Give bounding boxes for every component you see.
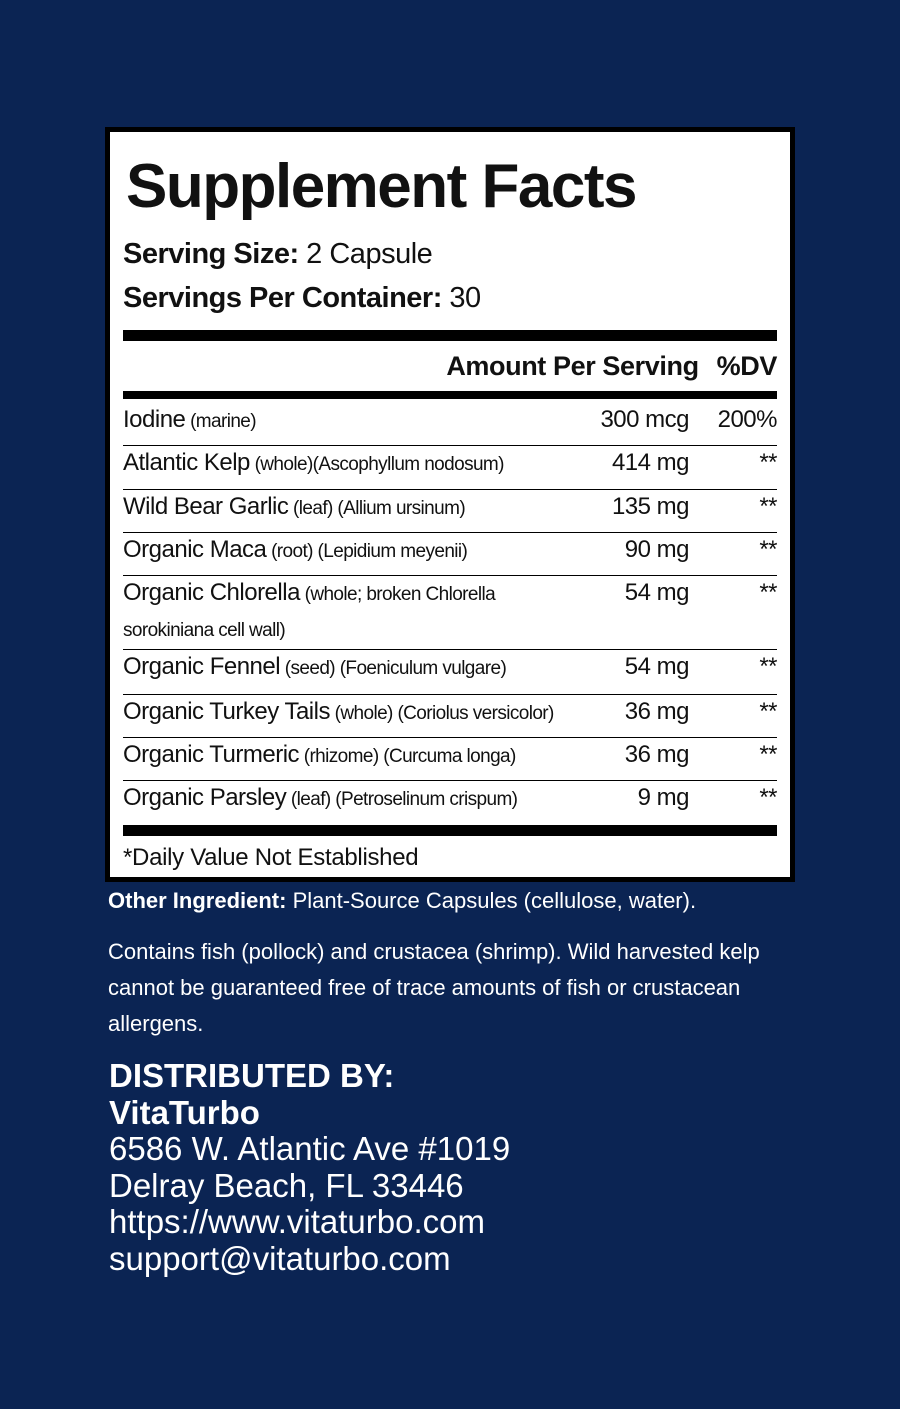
other-ingredient-label: Other Ingredient: xyxy=(108,888,287,913)
ingredient-detail: (seed) (Foeniculum vulgare) xyxy=(280,658,507,679)
ingredient-name: Organic Fennel xyxy=(123,653,281,680)
dv-header: %DV xyxy=(716,350,777,381)
divider-thick xyxy=(123,330,777,341)
distributor-website: https://www.vitaturbo.com xyxy=(109,1203,485,1240)
supplement-facts-panel xyxy=(105,127,795,882)
allergen-statement: Contains fish (pollock) and crustacea (shrimp). Wild harvested kelp cannot be guaranteed free of trace amounts of fish or crustacean allergens. xyxy=(108,939,760,1036)
ingredient-dv: ** xyxy=(759,536,777,563)
ingredient-detail: (rhizome) (Curcuma longa) xyxy=(299,746,516,767)
distributor-address-line1: 6586 W. Atlantic Ave #1019 xyxy=(109,1130,511,1167)
ingredient-detail: (whole) (Coriolus versicolor) xyxy=(329,703,554,724)
ingredient-row xyxy=(123,576,777,650)
ingredient-dv: 200% xyxy=(717,406,777,433)
servings-per-container xyxy=(123,276,777,320)
facts-title: Supplement Facts xyxy=(126,152,636,221)
distributor-company: VitaTurbo xyxy=(109,1093,260,1131)
distributor-block xyxy=(109,1058,510,1277)
ingredient-amount: 90 mg xyxy=(624,536,689,563)
ingredient-row xyxy=(123,403,777,446)
ingredient-name: Organic Turkey Tails xyxy=(123,698,330,725)
ingredient-dv: ** xyxy=(759,449,777,476)
ingredient-dv: ** xyxy=(759,784,777,811)
ingredient-dv: ** xyxy=(759,698,777,725)
ingredient-detail: (whole; broken Chlorella sorokiniana cell wall) xyxy=(123,584,496,641)
ingredient-amount: 135 mg xyxy=(611,493,689,520)
ingredient-name: Organic Parsley xyxy=(123,784,287,811)
ingredient-detail: (marine) xyxy=(185,411,256,432)
ingredient-row xyxy=(123,533,777,576)
ingredient-row xyxy=(123,490,777,533)
ingredient-amount: 9 mg xyxy=(637,784,689,811)
ingredient-name: Iodine xyxy=(123,406,186,433)
ingredient-row xyxy=(123,446,777,490)
ingredient-amount: 414 mg xyxy=(611,449,689,476)
distributor-email: support@vitaturbo.com xyxy=(109,1239,451,1277)
ingredient-detail: (whole)(Ascophyllum nodosum) xyxy=(249,454,504,475)
ingredient-detail: (leaf) (Petroselinum crispum) xyxy=(286,789,518,810)
ingredient-name: Wild Bear Garlic xyxy=(123,493,289,520)
divider-medium xyxy=(123,391,777,399)
distributor-heading: DISTRIBUTED BY: xyxy=(109,1057,395,1094)
ingredient-row xyxy=(123,650,777,695)
serving-info xyxy=(123,232,777,320)
ingredient-dv: ** xyxy=(759,579,777,606)
ingredient-amount: 36 mg xyxy=(624,698,689,725)
ingredient-name: Organic Chlorella xyxy=(123,579,300,606)
ingredient-row xyxy=(123,695,777,738)
ingredient-dv: ** xyxy=(759,493,777,520)
other-ingredient xyxy=(108,888,696,914)
ingredient-name: Organic Turmeric xyxy=(123,741,300,768)
ingredient-amount: 54 mg xyxy=(624,579,689,606)
ingredient-table xyxy=(123,399,777,825)
serving-size xyxy=(123,232,777,276)
distributor-address-line2: Delray Beach, FL 33446 xyxy=(109,1166,464,1204)
ingredient-name: Organic Maca xyxy=(123,536,267,563)
ingredient-name: Atlantic Kelp xyxy=(123,449,250,476)
servings-per-container-value: 30 xyxy=(441,282,481,314)
ingredient-dv: ** xyxy=(759,653,777,680)
other-ingredient-text: Plant-Source Capsules (cellulose, water). xyxy=(286,888,697,913)
ingredient-detail: (leaf) (Allium ursinum) xyxy=(288,498,466,519)
divider-thick-bottom xyxy=(123,825,777,836)
servings-per-container-label: Servings Per Container: xyxy=(123,282,442,314)
ingredient-row xyxy=(123,781,777,825)
serving-size-value: 2 Capsule xyxy=(298,238,433,270)
ingredient-row xyxy=(123,738,777,781)
footnote: *Daily Value Not Established xyxy=(123,844,419,871)
ingredient-amount: 300 mcg xyxy=(600,406,689,433)
ingredient-dv: ** xyxy=(759,741,777,768)
serving-size-label: Serving Size: xyxy=(123,238,299,270)
amount-header: Amount Per Serving xyxy=(446,350,699,381)
column-header xyxy=(123,341,777,391)
ingredient-amount: 36 mg xyxy=(624,741,689,768)
ingredient-detail: (root) (Lepidium meyenii) xyxy=(266,541,468,562)
ingredient-amount: 54 mg xyxy=(624,653,689,680)
